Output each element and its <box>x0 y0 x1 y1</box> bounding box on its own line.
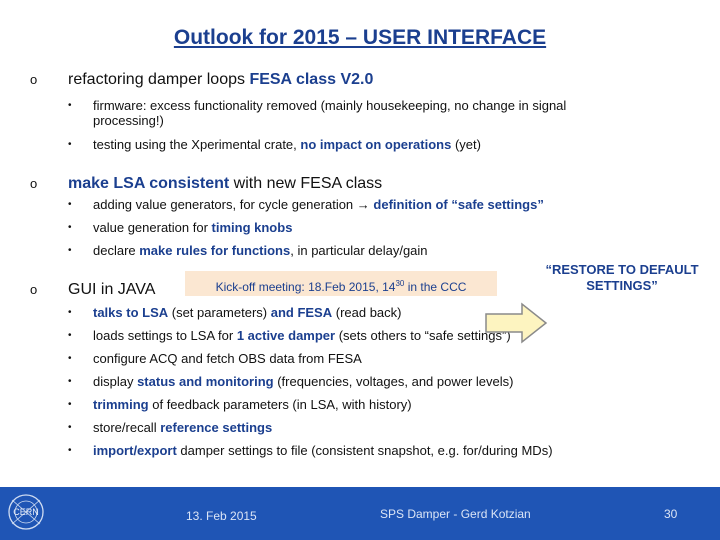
svg-text:CERN: CERN <box>13 507 39 517</box>
list-item: • loads settings to LSA for 1 active damper (sets others to “safe settings”) <box>68 328 511 343</box>
item-bullet: • <box>68 199 72 210</box>
section-bullet: o <box>30 72 38 87</box>
list-item: • talks to LSA (set parameters) and FESA (read back) <box>68 305 402 320</box>
item-bullet: • <box>68 139 72 150</box>
section-bullet: o <box>30 176 38 191</box>
item-bullet: • <box>68 422 72 433</box>
footer-date: 13. Feb 2015 <box>186 509 257 523</box>
cern-logo <box>6 490 46 536</box>
item-bullet: • <box>68 330 72 341</box>
item-bullet: • <box>68 100 72 111</box>
section-2: o make LSA consistent with new FESA class <box>30 175 383 192</box>
section-1: o refactoring damper loops FESA class V2.0 <box>30 71 374 88</box>
footer-bar <box>0 487 720 540</box>
item-bullet: • <box>68 222 72 233</box>
item-bullet: • <box>68 353 72 364</box>
list-item: • store/recall reference settings <box>68 420 273 435</box>
item-bullet: • <box>68 245 72 256</box>
list-item: • trimming of feedback parameters (in LSA, with history) <box>68 397 412 412</box>
list-item: • testing using the Xperimental crate, no impact on operations (yet) <box>68 137 481 152</box>
item-bullet: • <box>68 399 72 410</box>
list-item: • firmware: excess functionality removed (mainly housekeeping, no change in signal processing!) <box>68 98 567 128</box>
list-item: • import/export damper settings to file (consistent snapshot, e.g. for/during MDs) <box>68 443 553 458</box>
section-3: o GUI in JAVA <box>30 281 156 298</box>
section-bullet: o <box>30 282 38 297</box>
list-item: • adding value generators, for cycle generation → definition of “safe settings” <box>68 197 544 212</box>
item-bullet: • <box>68 307 72 318</box>
footer-author: SPS Damper - Gerd Kotzian <box>380 507 531 521</box>
arrow-icon <box>484 302 548 344</box>
item-bullet: • <box>68 376 72 387</box>
list-item: • value generation for timing knobs <box>68 220 293 235</box>
item-bullet: • <box>68 445 72 456</box>
kickoff-callout: Kick-off meeting: 18.Feb 2015, $14^{30}$ in the CCC <box>185 271 497 296</box>
list-item: • configure ACQ and fetch OBS data from FESA <box>68 351 362 366</box>
page-number: 30 <box>664 507 678 521</box>
restore-defaults-callout: “RESTORE TO DEFAULT SETTINGS” <box>545 262 699 293</box>
slide-title: Outlook for 2015 – USER INTERFACE <box>173 26 547 49</box>
list-item: • display status and monitoring (frequencies, voltages, and power levels) <box>68 374 514 389</box>
list-item: • declare make rules for functions, in particular delay/gain <box>68 243 428 258</box>
